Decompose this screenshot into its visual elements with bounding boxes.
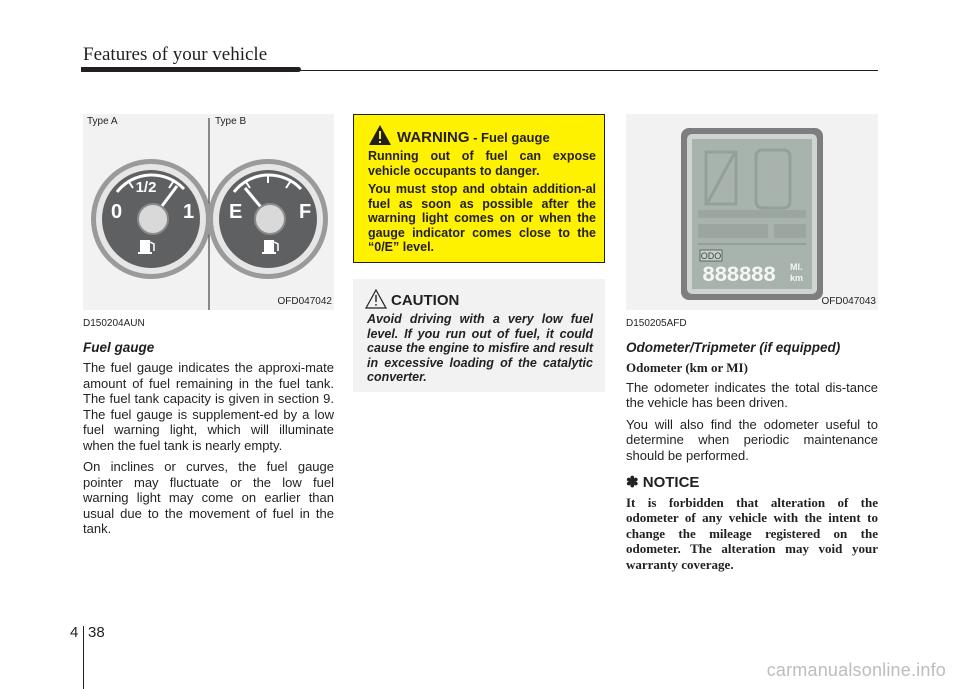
section-heading: Odometer/Tripmeter (if equipped): [626, 339, 841, 355]
notice-body: It is forbidden that alteration of the odometer of any vehicle with the intent to change the mileage registered on the odometer. The alteration may void your warranty coverage.: [626, 494, 878, 572]
caution-title: CAUTION: [391, 292, 460, 309]
gauge-b-right-label: F: [299, 201, 312, 223]
footer-divider: [83, 626, 84, 689]
odometer-figure: [626, 114, 878, 310]
fuel-gauge-illustration: [83, 114, 334, 310]
gauge-a-left-label: 0: [111, 201, 123, 223]
warning-paragraph: Running out of fuel can expose vehicle occupants to danger.: [368, 149, 596, 178]
notice-title: ✽ NOTICE: [626, 474, 700, 491]
doc-code: D150205AFD: [626, 318, 687, 329]
sub-heading: Odometer (km or MI): [626, 360, 748, 375]
odometer-digits: 888888: [702, 263, 776, 288]
type-b-label: Type B: [215, 116, 247, 127]
warning-triangle-icon: [368, 124, 392, 146]
body-paragraph: On inclines or curves, the fuel gauge pointer may fluctuate or the low fuel warning light may come on earlier than usual due to the movement of fuel in the tank.: [83, 459, 334, 536]
page-header-title: Features of your vehicle: [83, 44, 268, 65]
doc-code: D150204AUN: [83, 318, 145, 329]
unit-km-label: km: [790, 273, 804, 283]
caution-box: [353, 279, 605, 392]
body-paragraph: The odometer indicates the total dis-tance the vehicle has been driven.: [626, 379, 878, 410]
fuel-gauge-section: [83, 316, 334, 543]
header-rule: [81, 70, 878, 71]
caution-body: Avoid driving with a very low fuel level. If you run out of fuel, it could cause the engine to misfire and result in excessive loading of the catalytic converter.: [367, 312, 593, 384]
warning-body: [368, 149, 596, 259]
gauge-a: [91, 159, 211, 279]
unit-mi-label: MI.: [790, 262, 803, 272]
gauge-a-mid-label: 1/2: [135, 179, 157, 196]
warning-box: [353, 114, 605, 263]
watermark: carmanualsonline.info: [766, 660, 946, 680]
odometer-display-illustration: [626, 114, 878, 310]
body-paragraph: You will also find the odometer useful to determine when periodic maintenance should be performed.: [626, 416, 878, 463]
gauge-b-left-label: E: [229, 201, 243, 223]
gauge-b: [208, 159, 328, 279]
page-number: 38: [88, 624, 105, 641]
warning-title-word: WARNING: [397, 129, 470, 146]
figure-code: OFD047043: [821, 296, 876, 307]
warning-title: [397, 129, 550, 146]
figure-code: OFD047042: [277, 296, 332, 307]
section-number: 4: [70, 624, 79, 641]
odometer-section: [626, 316, 878, 572]
caution-triangle-icon: [365, 289, 387, 309]
gauge-a-right-label: 1: [183, 201, 195, 223]
body-paragraph: The fuel gauge indicates the approxi-mate amount of fuel remaining in the fuel tank. The fuel tank capacity is given in section 9. The fuel gauge is supplement-ed by a low fuel warning light, which will illuminate when the fuel tank is nearly empty.: [83, 360, 334, 453]
section-heading: Fuel gauge: [83, 339, 155, 355]
fuel-gauge-figure: [83, 114, 334, 310]
odo-label: ODO: [700, 251, 722, 261]
warning-paragraph: You must stop and obtain addition-al fuel as soon as possible after the warning light comes on or when the gauge indicator comes close to the “0/E” level.: [368, 182, 596, 254]
type-a-label: Type A: [87, 116, 118, 127]
warning-subtitle: - Fuel gauge: [469, 130, 550, 145]
